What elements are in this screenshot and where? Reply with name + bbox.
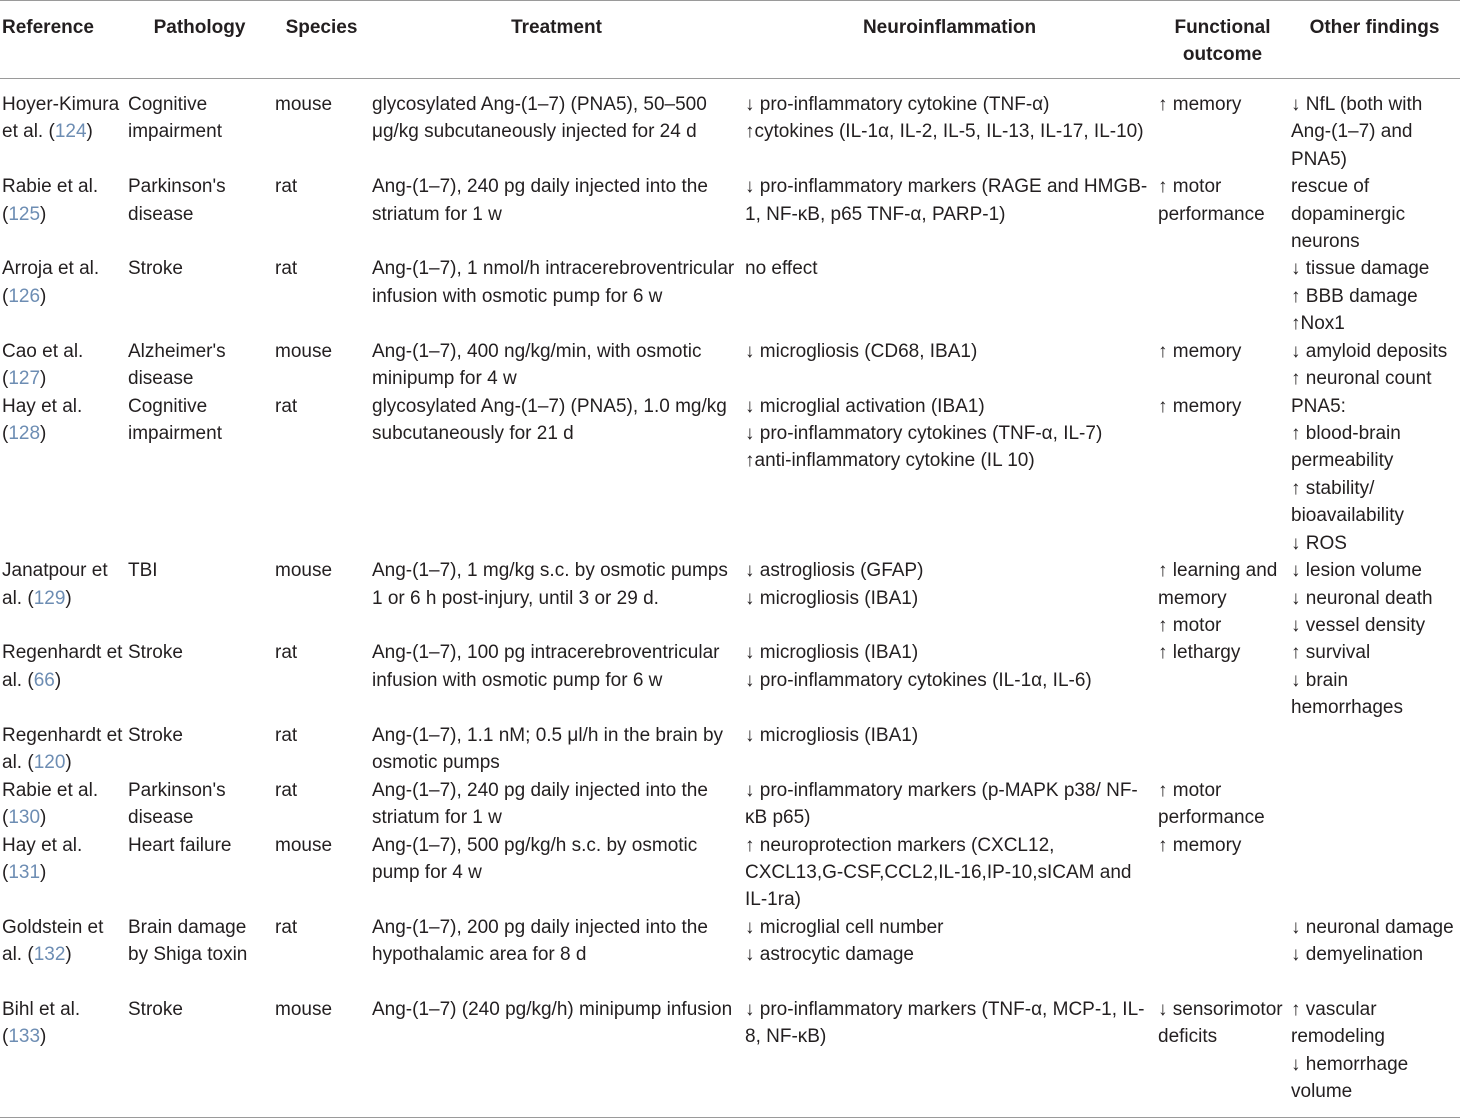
other-findings-cell — [1289, 777, 1460, 832]
pathology-cell: Stroke — [126, 996, 273, 1118]
neuroinflammation-cell: ↓ microglial activation (IBA1) ↓ pro-inflammatory cytokines (TNF-α, IL-7) ↑anti-inflammatory cytokine (IL 10) — [745, 395, 1103, 472]
header-treatment: Treatment — [370, 1, 743, 79]
reference-text: Hay et al. — [2, 834, 83, 856]
treatment-cell: Ang-(1–7), 1.1 nM; 0.5 μl/h in the brain by osmotic pumps — [372, 724, 724, 773]
pathology-cell: Parkinson's disease — [128, 176, 226, 225]
neuroinflammation-cell: ↓ pro-inflammatory markers (RAGE and HMGB-1, NF-κB, p65 TNF-α, PARP-1) — [745, 176, 1148, 225]
citation-link[interactable]: 128 — [8, 423, 41, 445]
pathology-cell: Cognitive impairment — [128, 395, 222, 445]
functional-outcome-cell: ↓ sensorimotor deficits — [1156, 996, 1289, 1118]
pathology-cell: Stroke — [128, 724, 183, 746]
reference-text: Hay et al. — [2, 395, 83, 417]
functional-outcome-cell: ↑ motor performance — [1158, 176, 1265, 225]
species-cell: mouse — [275, 834, 333, 856]
neuroinflammation-cell: ↓ microglial cell number ↓ astrocytic damage — [745, 916, 944, 966]
table-row — [0, 393, 1460, 557]
other-findings-cell: ↑ survival ↓ brain hemorrhages — [1291, 642, 1403, 719]
citation-link[interactable]: 130 — [8, 806, 41, 828]
functional-outcome-cell: ↑ memory — [1158, 340, 1242, 362]
reference-text: Cao et al. — [2, 340, 84, 362]
functional-outcome-cell: ↑ memory — [1158, 94, 1242, 115]
reference-cell: Hay et al. (131) — [2, 834, 83, 883]
reference-cell: Cao et al. (127) — [2, 340, 84, 390]
species-cell: mouse — [275, 94, 333, 115]
reference-cell: Goldstein et al. (132) — [2, 916, 104, 966]
other-findings-cell: ↓ lesion volume ↓ neuronal death ↓ vessel density — [1291, 560, 1433, 636]
treatment-cell: Ang-(1–7), 400 ng/kg/min, with osmotic minipump for 4 w — [372, 340, 702, 390]
reference-text: Arroja et al. — [2, 258, 100, 280]
reference-cell: Arroja et al. (126) — [2, 258, 100, 307]
other-findings-cell: ↓ NfL (both with Ang-(1–7) and PNA5) — [1291, 94, 1423, 170]
reference-text: Rabie et al. — [2, 176, 99, 198]
species-cell: rat — [275, 779, 298, 801]
functional-outcome-cell: ↑ learning and memory ↑ motor — [1158, 560, 1278, 636]
species-cell: mouse — [273, 996, 370, 1118]
table-row — [0, 832, 1460, 914]
species-cell: rat — [275, 176, 298, 198]
pathology-cell: Cognitive impairment — [128, 94, 222, 143]
table-row — [0, 777, 1460, 832]
species-cell: rat — [275, 395, 298, 417]
neuroinflammation-cell: ↓ microgliosis (IBA1) ↓ pro-inflammatory cytokines (IL-1α, IL-6) — [745, 642, 1092, 691]
treatment-cell: glycosylated Ang-(1–7) (PNA5), 1.0 mg/kg subcutaneously for 21 d — [372, 395, 727, 445]
functional-outcome-cell — [1156, 914, 1289, 996]
other-findings-cell: ↑ vascular remodeling ↓ hemorrhage volume — [1289, 996, 1460, 1118]
pathology-cell: Brain damage by Shiga toxin — [128, 916, 248, 966]
reference-text: Regenhardt et al. — [2, 642, 123, 691]
treatment-cell: Ang-(1–7) (240 pg/kg/h) minipump infusion — [370, 996, 743, 1118]
citation-link[interactable]: 120 — [33, 751, 66, 773]
other-findings-cell — [1289, 722, 1460, 777]
table-row — [0, 255, 1460, 337]
functional-outcome-cell: ↑ lethargy — [1158, 642, 1241, 664]
functional-outcome-cell — [1156, 722, 1289, 777]
neuroinflammation-cell: ↓ pro-inflammatory markers (p-MAPK p38/ NF-κB p65) — [745, 779, 1138, 828]
species-cell: rat — [275, 724, 298, 746]
reference-cell: Rabie et al. (125) — [2, 176, 99, 225]
functional-outcome-cell: ↑ memory — [1158, 395, 1242, 417]
citation-link[interactable]: 132 — [33, 944, 66, 966]
other-findings-cell: rescue of dopaminergic neurons — [1291, 176, 1406, 253]
citation-link[interactable]: 126 — [8, 285, 41, 307]
reference-cell: Regenhardt et al. (120) — [2, 724, 123, 773]
other-findings-cell: ↓ amyloid deposits ↑ neuronal count — [1291, 340, 1448, 390]
neuroinflammation-cell: ↓ pro-inflammatory markers (TNF-α, MCP-1, IL-8, NF-κB) — [743, 996, 1156, 1118]
citation-link[interactable]: 129 — [33, 587, 66, 609]
pathology-cell: Parkinson's disease — [128, 779, 226, 828]
pathology-cell: Stroke — [128, 258, 183, 280]
species-cell: mouse — [275, 340, 333, 362]
citation-link[interactable]: 127 — [8, 368, 41, 390]
table-row — [0, 557, 1460, 639]
citation-link[interactable]: 133 — [8, 1026, 41, 1048]
other-findings-cell: ↓ neuronal damage ↓ demyelination — [1291, 916, 1454, 966]
treatment-cell: Ang-(1–7), 1 nmol/h intracerebroventricular infusion with osmotic pump for 6 w — [372, 258, 735, 307]
species-cell: rat — [275, 642, 298, 664]
functional-outcome-cell: ↑ motor performance — [1158, 779, 1265, 828]
reference-cell: Rabie et al. (130) — [2, 779, 99, 828]
functional-outcome-cell: ↑ memory — [1158, 834, 1242, 856]
header-row — [0, 1, 1460, 79]
species-cell: rat — [275, 258, 298, 280]
other-findings-cell: ↓ tissue damage ↑ BBB damage ↑Nox1 — [1291, 258, 1430, 335]
header-functional-outcome: Functional outcome — [1156, 1, 1289, 79]
neuroinflammation-cell: no effect — [745, 258, 818, 280]
table-body — [0, 79, 1460, 1118]
citation-link[interactable]: 131 — [8, 861, 41, 883]
table-row — [0, 996, 1460, 1118]
functional-outcome-cell — [1156, 255, 1289, 337]
neuroinflammation-cell: ↑ neuroprotection markers (CXCL12, CXCL13,G-CSF,CCL2,IL-16,IP-10,sICAM and IL-1ra) — [745, 834, 1132, 911]
header-species: Species — [273, 1, 370, 79]
treatment-cell: Ang-(1–7), 1 mg/kg s.c. by osmotic pumps 1 or 6 h post-injury, until 3 or 29 d. — [372, 560, 728, 609]
reference-cell: Hay et al. (128) — [2, 395, 83, 445]
header-other-findings: Other findings — [1289, 1, 1460, 79]
reference-cell: Bihl et al. (133) — [0, 996, 126, 1118]
neuroinflammation-cell: ↓ astrogliosis (GFAP) ↓ microgliosis (IBA1) — [745, 560, 924, 609]
treatment-cell: Ang-(1–7), 500 pg/kg/h s.c. by osmotic pump for 4 w — [372, 834, 698, 883]
pathology-cell: Alzheimer's disease — [128, 340, 226, 390]
species-cell: rat — [275, 916, 298, 938]
header-reference: Reference — [0, 1, 126, 79]
treatment-cell: Ang-(1–7), 240 pg daily injected into the striatum for 1 w — [372, 176, 708, 225]
reference-text: Goldstein et al. — [2, 916, 104, 966]
species-cell: mouse — [275, 560, 333, 582]
table-header — [0, 1, 1460, 79]
reference-cell: Regenhardt et al. (66) — [2, 642, 123, 691]
pathology-cell: Heart failure — [128, 834, 232, 856]
other-findings-cell: PNA5: ↑ blood-brain permeability ↑ stability/ bioavailability ↓ ROS — [1291, 395, 1405, 554]
reference-text: Janatpour et al. — [2, 560, 108, 609]
pathology-cell: Stroke — [128, 642, 183, 664]
table-row — [0, 722, 1460, 777]
treatment-cell: Ang-(1–7), 240 pg daily injected into the striatum for 1 w — [372, 779, 708, 828]
other-findings-cell — [1289, 832, 1460, 914]
reference-cell: Janatpour et al. (129) — [2, 560, 108, 609]
reference-text: Hoyer-Kimura et al. — [2, 94, 120, 143]
citation-link[interactable]: 124 — [54, 121, 87, 143]
table-row — [0, 639, 1460, 721]
treatment-cell: Ang-(1–7), 200 pg daily injected into the hypothalamic area for 8 d — [372, 916, 708, 966]
header-pathology: Pathology — [126, 1, 273, 79]
table-row — [0, 914, 1460, 996]
treatment-cell: glycosylated Ang-(1–7) (PNA5), 50–500 μg/kg subcutaneously injected for 24 d — [372, 94, 707, 143]
neuroinflammation-cell: ↓ pro-inflammatory cytokine (TNF-α) ↑cytokines (IL-1α, IL-2, IL-5, IL-13, IL-17, IL-10) — [745, 94, 1144, 143]
reference-cell: Hoyer-Kimura et al. (124) — [2, 94, 120, 143]
table-row — [0, 173, 1460, 255]
header-neuroinflammation: Neuroinflammation — [743, 1, 1156, 79]
reference-text: Regenhardt et al. — [2, 724, 123, 773]
citation-link[interactable]: 125 — [8, 203, 41, 225]
table-row — [0, 79, 1460, 174]
pathology-cell: TBI — [128, 560, 158, 582]
table-row — [0, 338, 1460, 393]
treatment-cell: Ang-(1–7), 100 pg intracerebroventricular infusion with osmotic pump for 6 w — [372, 642, 720, 691]
neuroinflammation-cell: ↓ microgliosis (IBA1) — [745, 724, 919, 746]
citation-link[interactable]: 66 — [33, 669, 55, 691]
reference-text: Rabie et al. — [2, 779, 99, 801]
neuroinflammation-cell: ↓ microgliosis (CD68, IBA1) — [745, 340, 978, 362]
reference-text: Bihl et al. — [2, 998, 81, 1020]
